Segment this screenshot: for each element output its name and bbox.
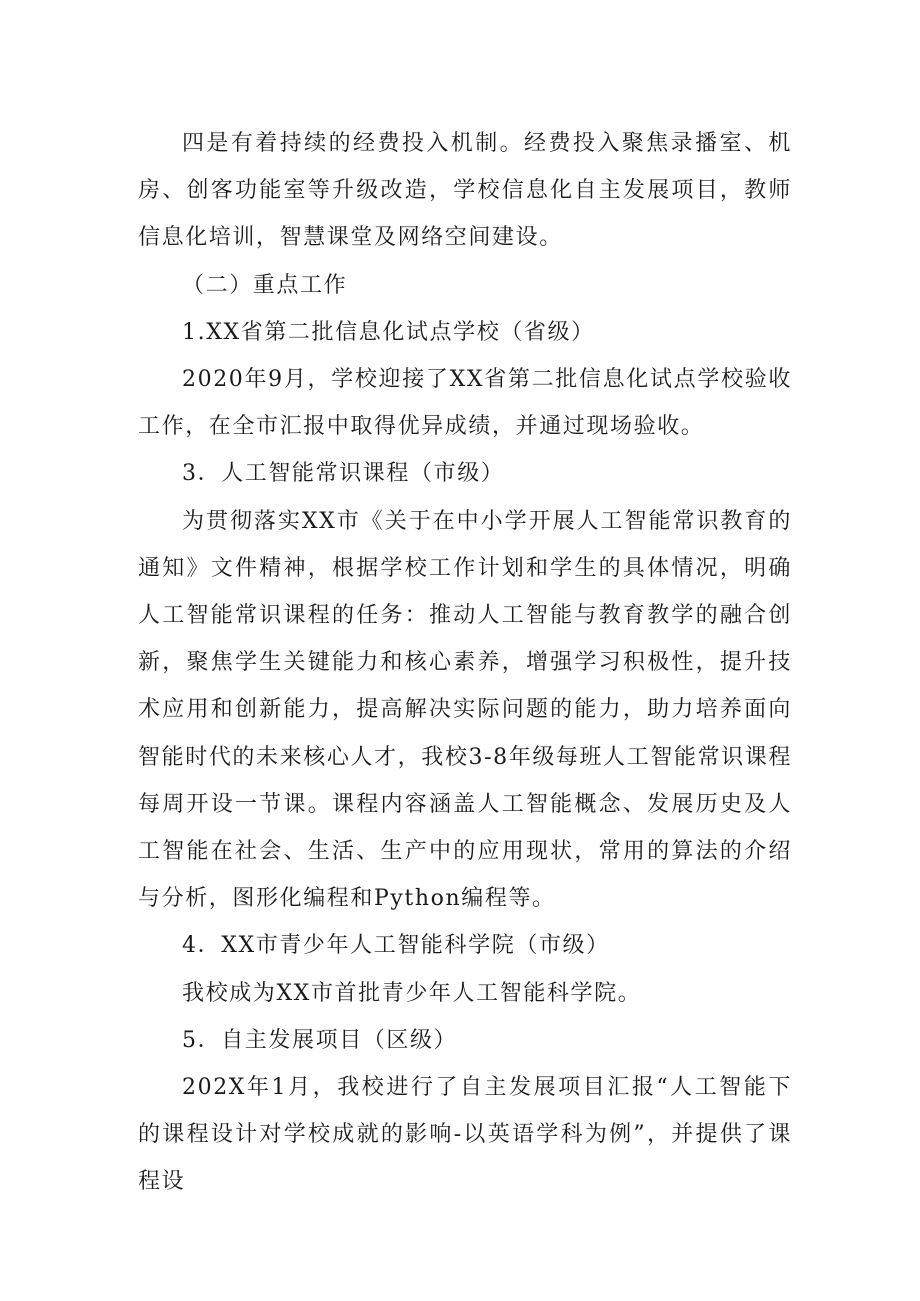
item-heading-ai-course: 3．人工智能常识课程（市级） — [182, 461, 505, 487]
paragraph-ai-course: 为贯彻落实XX市《关于在中小学开展人工智能常识教育的通知》文件精神，根据学校工作计划和学生的具体情况，明确人工智能常识课程的任务：推动人工智能与教育教学的融合创新，聚焦学生关键能力和核心素养，增强学习积极性，提升技术应用和创新能力，提高解决实际问题的能力，助力培养面向智能时代的未来核心人才，我校3-8年级每班人工智能常识课程每周开设一节课。课程内容涵盖人工智能概念、发展历史及人工智能在社会、生活、生产中的应用现状，常用的算法的介绍与分析，图形化编程和Python编程等。 — [138, 508, 792, 912]
item-heading-self-development: 5．自主发展项目（区级） — [182, 1027, 458, 1053]
item-heading-pilot-school: 1.XX省第二批信息化试点学校（省级） — [182, 319, 595, 345]
paragraph-self-development: 202X年1月，我校进行了自主发展项目汇报“人工智能下的课程设计对学校成就的影响-以英语学科为例”，并提供了课程设 — [138, 1075, 792, 1195]
paragraph-pilot-school: 2020年9月，学校迎接了XX省第二批信息化试点学校验收工作，在全市汇报中取得优异成绩，并通过现场验收。 — [138, 367, 792, 440]
paragraph-ai-academy: 我校成为XX市首批青少年人工智能科学院。 — [182, 980, 642, 1006]
document-body — [138, 120, 792, 1206]
section-heading-key-work: （二）重点工作 — [182, 272, 348, 298]
paragraph-funding-mechanism: 四是有着持续的经费投入机制。经费投入聚焦录播室、机房、创客功能室等升级改造，学校信息化自主发展项目，教师信息化培训，智慧课堂及网络空间建设。 — [138, 131, 792, 251]
item-heading-ai-academy: 4．XX市青少年人工智能科学院（市级） — [182, 933, 610, 959]
